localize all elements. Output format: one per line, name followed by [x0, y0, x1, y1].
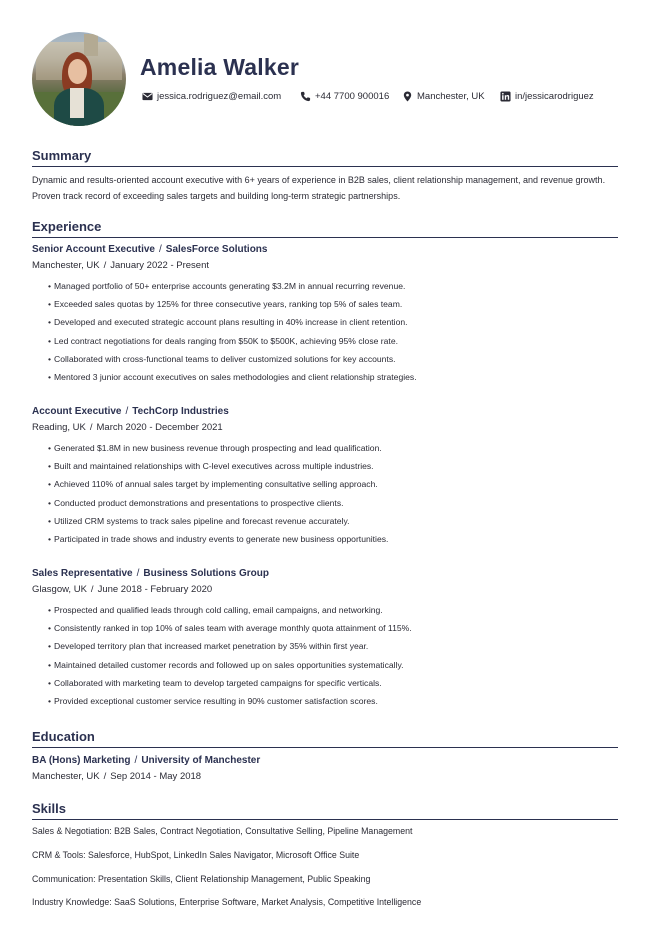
skill-line: Industry Knowledge: SaaS Solutions, Enterprise Software, Market Analysis, Competitive Intelligence	[32, 897, 422, 907]
contact-linkedin[interactable]	[500, 89, 594, 103]
bullet-item: • Participated in trade shows and industry events to generate new business opportunities.	[48, 530, 618, 548]
separator: /	[136, 568, 140, 579]
bullet-item: • Built and maintained relationships with C-level executives across multiple industries.	[48, 457, 618, 475]
role-bullets	[32, 439, 618, 548]
education-heading-line	[32, 754, 618, 768]
skills-section	[32, 801, 618, 921]
summary-section	[32, 148, 618, 204]
role-company: TechCorp Industries	[132, 406, 229, 417]
contact-email[interactable]	[142, 89, 281, 103]
location-text: Manchester, UK	[417, 90, 485, 102]
role-meta	[32, 583, 618, 597]
envelope-icon	[142, 91, 153, 102]
separator: /	[159, 244, 162, 255]
skill-line: CRM & Tools: Salesforce, HubSpot, LinkedIn Sales Navigator, Microsoft Office Suite	[32, 850, 360, 860]
role-location: Glasgow, UK	[32, 584, 87, 595]
role-company: Business Solutions Group	[143, 568, 269, 579]
role-bullets	[32, 277, 618, 386]
separator: /	[103, 260, 107, 271]
experience-entry	[32, 567, 618, 710]
bullet-item: • Led contract negotiations for deals ranging from $50K to $500K, achieving 95% close rate.	[48, 332, 618, 350]
skill-line: Sales & Negotiation: B2B Sales, Contract Negotiation, Consultative Selling, Pipeline Management	[32, 826, 413, 836]
role-bullets	[32, 601, 618, 710]
bullet-item: • Mentored 3 junior account executives on sales methodologies and client relationship strategies.	[48, 368, 618, 386]
education-degree: BA (Hons) Marketing	[32, 755, 131, 766]
separator: /	[125, 406, 129, 417]
bullet-item: • Developed and executed strategic account plans resulting in 40% increase in client retention.	[48, 313, 618, 331]
avatar-background-tower	[84, 34, 98, 56]
role-title: Senior Account Executive	[32, 244, 155, 255]
role-dates: June 2018 - February 2020	[97, 584, 213, 595]
education-dates: Sep 2014 - May 2018	[110, 771, 202, 782]
bullet-item: • Achieved 110% of annual sales target by implementing consultative selling approach.	[48, 475, 618, 493]
separator: /	[103, 771, 107, 782]
education-heading: Education	[32, 729, 95, 744]
map-pin-icon	[402, 91, 413, 102]
bullet-item: • Generated $1.8M in new business revenue through prospecting and lead qualification.	[48, 439, 618, 457]
role-dates: March 2020 - December 2021	[96, 422, 223, 433]
skill-line: Communication: Presentation Skills, Client Relationship Management, Public Speaking	[32, 874, 371, 884]
linkedin-icon	[500, 91, 511, 102]
education-meta	[32, 770, 618, 784]
summary-heading: Summary	[32, 148, 92, 163]
section-divider	[32, 819, 618, 820]
phone-icon	[300, 91, 311, 102]
bullet-item: • Prospected and qualified leads through cold calling, email campaigns, and networking.	[48, 601, 618, 619]
bullet-item: • Maintained detailed customer records and followed up on sales opportunities systematically.	[48, 656, 618, 674]
experience-heading: Experience	[32, 219, 102, 234]
bullet-item: • Exceeded sales quotas by 125% for three consecutive years, ranking top 5% of sales team.	[48, 295, 618, 313]
contact-phone[interactable]	[300, 89, 389, 103]
education-school: University of Manchester	[141, 755, 261, 766]
role-dates: January 2022 - Present	[110, 260, 209, 271]
summary-text: Dynamic and results-oriented account executive with 6+ years of experience in B2B sales, client relationship management, and revenue growth. Proven track record of exceeding sales targets and building long-term strategic partnerships.	[32, 175, 606, 201]
bullet-item: • Developed territory plan that increased market penetration by 35% within first year.	[48, 637, 618, 655]
bullet-item: • Collaborated with marketing team to develop targeted campaigns for specific verticals.	[48, 674, 618, 692]
role-heading	[32, 243, 618, 257]
separator: /	[89, 422, 93, 433]
role-company: SalesForce Solutions	[165, 244, 268, 255]
role-title: Account Executive	[32, 406, 122, 417]
skills-heading: Skills	[32, 801, 66, 816]
bullet-item: • Utilized CRM systems to track sales pipeline and forecast revenue accurately.	[48, 512, 618, 530]
candidate-name: Amelia Walker	[140, 54, 299, 80]
bullet-item: • Consistently ranked in top 10% of sales team with average monthly quota attainment of 115%.	[48, 619, 618, 637]
role-title: Sales Representative	[32, 568, 133, 579]
education-section	[32, 729, 618, 784]
experience-entry	[32, 243, 618, 386]
bullet-item: • Provided exceptional customer service resulting in 90% customer satisfaction scores.	[48, 692, 618, 710]
contact-location	[402, 89, 485, 103]
avatar-scarf	[70, 88, 84, 118]
experience-entry	[32, 405, 618, 548]
separator: /	[134, 755, 138, 766]
phone-text: +44 7700 900016	[315, 90, 390, 102]
role-meta	[32, 259, 618, 273]
role-heading	[32, 567, 618, 581]
experience-section	[32, 219, 618, 707]
role-heading	[32, 405, 618, 419]
role-location: Reading, UK	[32, 422, 86, 433]
section-divider	[32, 747, 618, 748]
education-location: Manchester, UK	[32, 771, 100, 782]
separator: /	[90, 584, 94, 595]
avatar-face	[68, 59, 87, 84]
linkedin-text: in/jessicarodriguez	[515, 90, 594, 102]
section-divider	[32, 237, 618, 238]
role-meta	[32, 421, 618, 435]
avatar	[32, 32, 126, 126]
bullet-item: • Conducted product demonstrations and presentations to prospective clients.	[48, 494, 618, 512]
role-location: Manchester, UK	[32, 260, 100, 271]
bullet-item: • Collaborated with cross-functional teams to deliver customized solutions for key accounts.	[48, 350, 618, 368]
section-divider	[32, 166, 618, 167]
email-text: jessica.rodriguez@email.com	[157, 90, 282, 102]
bullet-item: • Managed portfolio of 50+ enterprise accounts generating $3.2M in annual recurring revenue.	[48, 277, 618, 295]
resume-header	[32, 32, 622, 126]
